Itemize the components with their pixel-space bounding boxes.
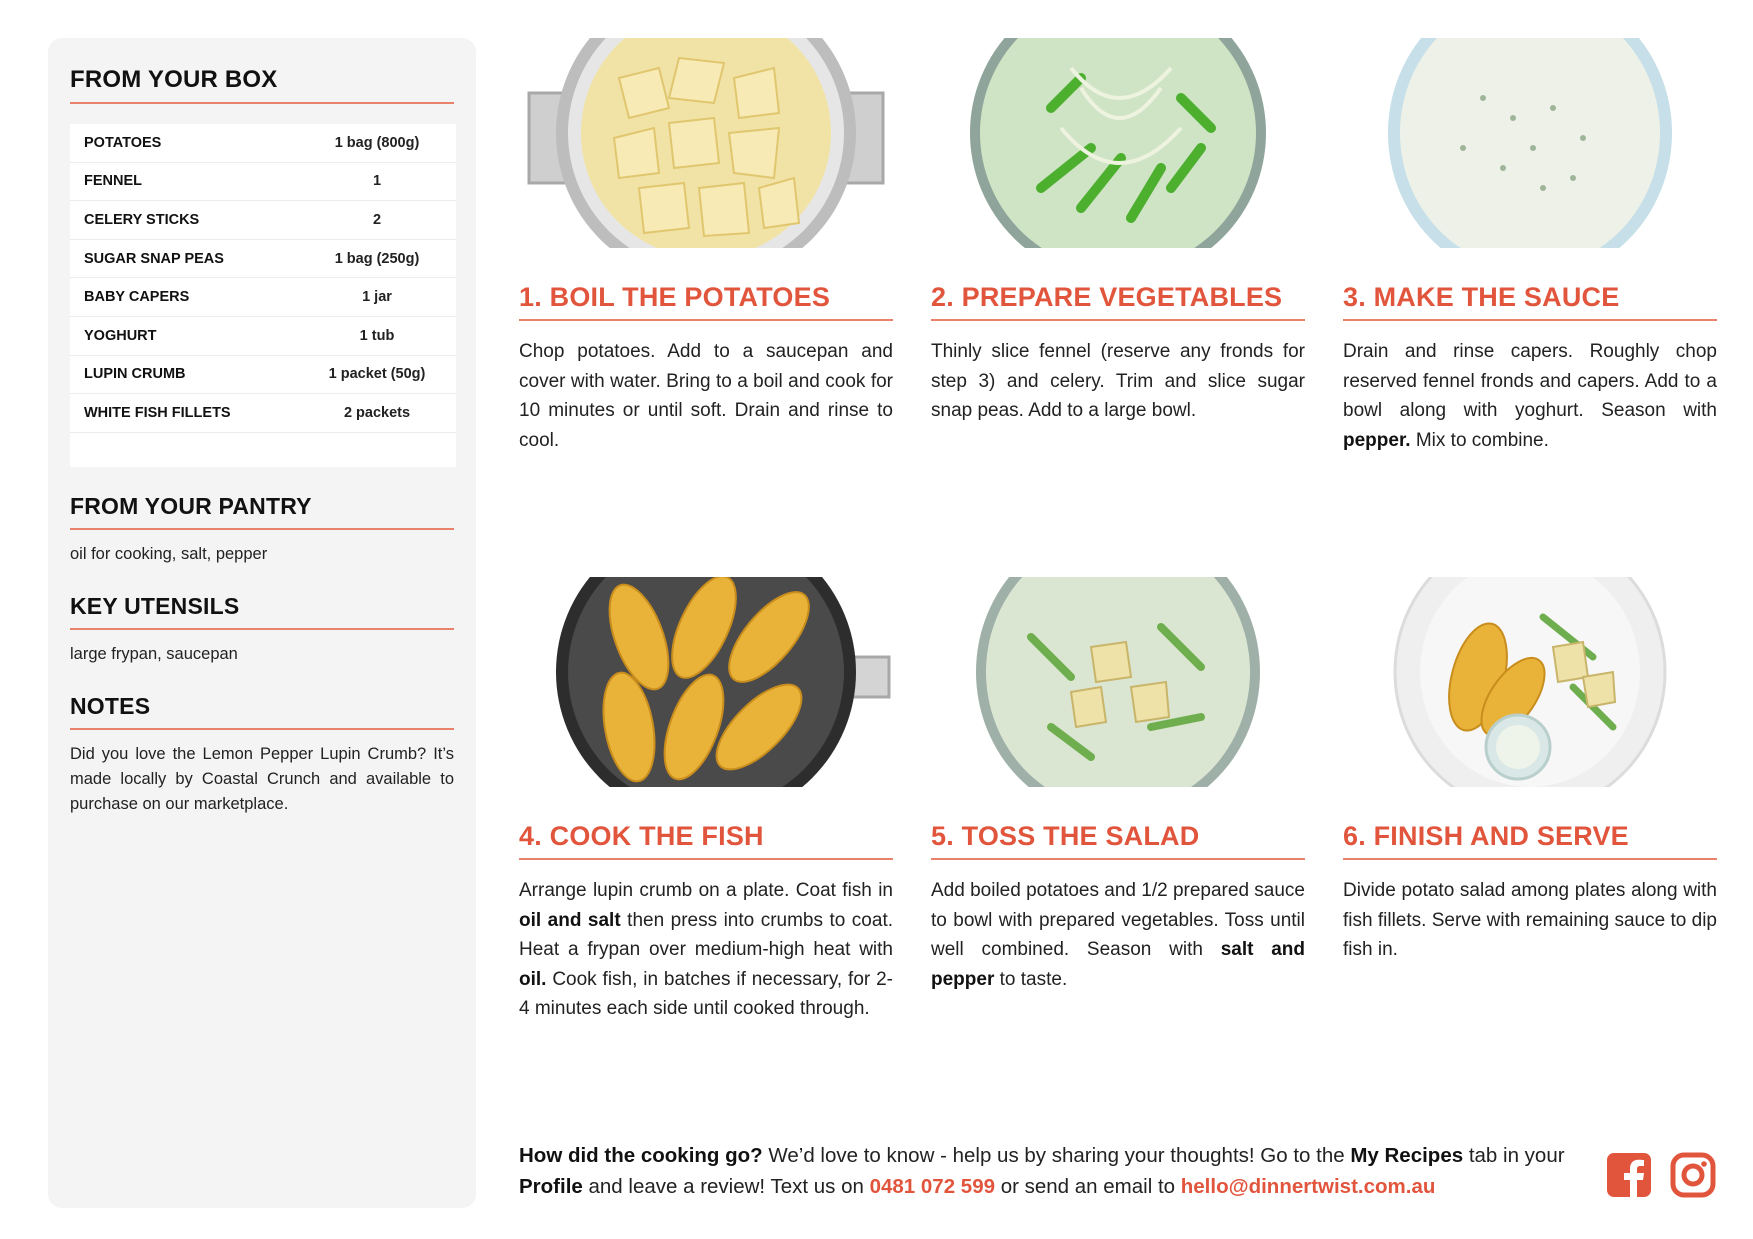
ingredient-name: BABY CAPERS — [84, 289, 190, 306]
text-segment: Divide potato salad among plates along with fish fillets. Serve with remaining sauce to dip fish in. — [1343, 880, 1717, 960]
ingredient-name: FENNEL — [84, 173, 142, 190]
ingredient-name: LUPIN CRUMB — [84, 366, 186, 383]
ingredient-row — [70, 394, 456, 433]
sidebar-panel — [48, 38, 476, 1208]
pantry-text: oil for cooking, salt, pepper — [70, 544, 268, 563]
step-1 — [519, 38, 893, 455]
ingredient-name: WHITE FISH FILLETS — [84, 404, 231, 421]
my-recipes-tab-ref: My Recipes — [1350, 1144, 1464, 1167]
step-3-title: 3. MAKE THE SAUCE — [1343, 282, 1717, 321]
notes-section — [70, 693, 454, 817]
ingredient-row — [70, 201, 456, 240]
footer-text-3: and leave a review! Text us on — [582, 1175, 870, 1198]
ingredient-row — [70, 124, 456, 163]
text-segment: Chop potatoes. Add to a saucepan and cover with water. Bring to a boil and cook for 10 minutes or until soft. Drain and rinse to cool. — [519, 341, 893, 451]
step-5 — [931, 577, 1305, 994]
step-3-text — [1343, 337, 1717, 455]
ingredient-name: CELERY STICKS — [84, 211, 200, 228]
bold-text: salt and pepper — [931, 939, 1305, 990]
text-segment: then press into crumbs to coat. Heat a frypan over medium-high heat with — [519, 909, 893, 960]
email-link[interactable]: hello@dinnertwist.com.au — [1180, 1175, 1436, 1198]
text-segment: Cook fish, in batches if necessary, for 2-4 minutes each side until cooked through. — [519, 968, 893, 1019]
step-3 — [1343, 38, 1717, 455]
step-1-image — [519, 38, 893, 248]
utensils-text: large frypan, saucepan — [70, 644, 238, 663]
feedback-footer — [519, 1140, 1579, 1202]
text-segment: Mix to combine. — [1410, 429, 1549, 451]
step-1-title: 1. BOIL THE POTATOES — [519, 282, 893, 321]
social-links — [1606, 1152, 1716, 1198]
ingredient-name: SUGAR SNAP PEAS — [84, 250, 224, 267]
pantry-heading: FROM YOUR PANTRY — [70, 493, 454, 530]
step-4-image — [519, 577, 893, 787]
step-6-title: 6. FINISH AND SERVE — [1343, 821, 1717, 860]
step-3-image — [1343, 38, 1717, 248]
bold-text: oil and salt — [519, 909, 621, 931]
potato-salad-icon — [931, 577, 1305, 787]
ingredient-qty: 2 packets — [343, 404, 411, 421]
step-6-image — [1343, 577, 1717, 787]
step-6-text — [1343, 876, 1717, 965]
bold-text: oil. — [519, 968, 547, 990]
ingredient-qty: 2 — [372, 211, 382, 228]
step-5-title: 5. TOSS THE SALAD — [931, 821, 1305, 860]
boiled-potatoes-icon — [519, 38, 893, 248]
step-5-text — [931, 876, 1305, 994]
facebook-icon[interactable] — [1606, 1152, 1652, 1198]
phone-link[interactable]: 0481 072 599 — [869, 1175, 995, 1198]
ingredient-row — [70, 317, 456, 356]
text-segment: to taste. — [994, 968, 1068, 990]
step-4-title: 4. COOK THE FISH — [519, 821, 893, 860]
utensils-section — [70, 593, 454, 667]
ingredient-qty: 1 bag (800g) — [334, 134, 420, 151]
ingredient-row — [70, 163, 456, 202]
notes-text: Did you love the Lemon Pepper Lupin Crumb? It’s made locally by Coastal Crunch and available to purchase on our marketplace. — [70, 744, 454, 813]
step-4 — [519, 577, 893, 1024]
fish-frypan-icon — [519, 577, 893, 787]
ingredient-row — [70, 278, 456, 317]
vegetables-bowl-icon — [931, 38, 1305, 248]
ingredient-name: POTATOES — [84, 134, 162, 151]
footer-question: How did the cooking go? — [519, 1144, 763, 1167]
ingredient-qty: 1 jar — [362, 289, 392, 306]
text-segment: Drain and rinse capers. Roughly chop reserved fennel fronds and capers. Add to a bowl along with yoghurt. Season with — [1343, 341, 1717, 421]
instagram-icon[interactable] — [1670, 1152, 1716, 1198]
step-6 — [1343, 577, 1717, 965]
step-2-text — [931, 337, 1305, 426]
step-5-image — [931, 577, 1305, 787]
ingredients-table — [70, 124, 456, 467]
step-1-text — [519, 337, 893, 455]
ingredient-qty: 1 packet (50g) — [328, 366, 426, 383]
ingredient-qty: 1 tub — [359, 327, 395, 344]
step-2 — [931, 38, 1305, 426]
ingredient-row — [70, 240, 456, 279]
step-2-image — [931, 38, 1305, 248]
ingredient-qty: 1 — [372, 173, 382, 190]
footer-text-2: tab in your — [1463, 1144, 1565, 1167]
sauce-bowl-icon — [1343, 38, 1717, 248]
box-heading: FROM YOUR BOX — [70, 66, 454, 104]
ingredient-name: YOGHURT — [84, 327, 157, 344]
step-4-text — [519, 876, 893, 1024]
pantry-section — [70, 493, 454, 567]
profile-ref: Profile — [519, 1175, 583, 1198]
plated-meal-icon — [1343, 577, 1717, 787]
ingredient-qty: 1 bag (250g) — [334, 250, 420, 267]
ingredient-row — [70, 356, 456, 395]
bold-text: pepper. — [1343, 429, 1411, 451]
text-segment: Thinly slice fennel (reserve any fronds for step 3) and celery. Trim and slice sugar snap peas. Add to a large bowl. — [931, 341, 1305, 421]
notes-heading: NOTES — [70, 693, 454, 730]
text-segment: Add boiled potatoes and 1/2 prepared sauce to bowl with prepared vegetables. Toss until well combined. Season with — [931, 880, 1305, 960]
utensils-heading: KEY UTENSILS — [70, 593, 454, 630]
text-segment: Arrange lupin crumb on a plate. Coat fish in — [519, 880, 893, 901]
footer-text-1: We’d love to know - help us by sharing your thoughts! Go to the — [762, 1144, 1351, 1167]
step-2-title: 2. PREPARE VEGETABLES — [931, 282, 1305, 321]
footer-text-4: or send an email to — [995, 1175, 1181, 1198]
